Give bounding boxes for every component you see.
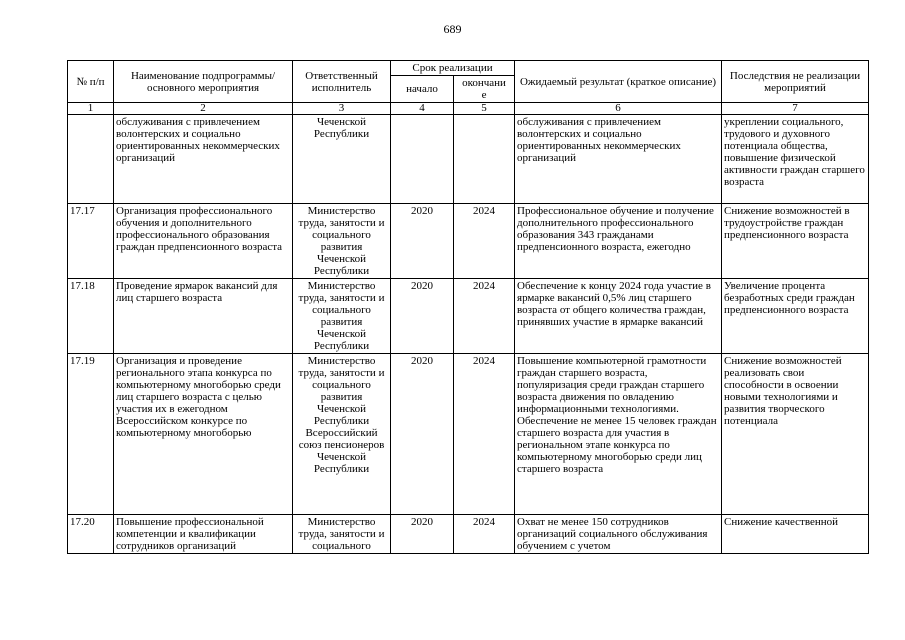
row-result: Профессиональное обучение и получение дополнительного профессионального образования 343 гражданами предпенсионного возраста, ежегодно	[515, 204, 722, 279]
row-end	[454, 115, 515, 204]
column-number: 6	[515, 103, 722, 115]
row-result: Обеспечение к концу 2024 года участие в ярмарке вакансий 0,5% лиц старшего возраста от общего количества граждан, принявших участие в ярмарке вакансий	[515, 279, 722, 354]
page-number: 689	[443, 22, 462, 36]
column-number: 4	[391, 103, 454, 115]
header-result: Ожидаемый результат (краткое описание)	[515, 61, 722, 103]
column-number: 2	[114, 103, 293, 115]
table-row	[68, 279, 869, 354]
header-consequences: Последствия не реализации мероприятий	[722, 61, 869, 103]
row-result: Охват не менее 150 сотрудников организаций социального обслуживания обучением с учетом	[515, 515, 722, 554]
row-consequences: укреплении социального, трудового и духовного потенциала общества, повышение физической активности граждан старшего возраста	[722, 115, 869, 204]
row-start: 2020	[391, 354, 454, 515]
header-end-line2: е	[481, 89, 487, 101]
row-executor: Министерство труда, занятости и социального	[293, 515, 391, 554]
row-result: обслуживания с привлечением волонтерских и социально ориентированных некоммерческих организаций	[515, 115, 722, 204]
row-consequences: Снижение возможностей реализовать свои способности в освоении новыми технологиями и развития творческого потенциала	[722, 354, 869, 515]
row-consequences: Снижение возможностей в трудоустройстве граждан предпенсионного возраста	[722, 204, 869, 279]
row-start	[391, 115, 454, 204]
row-num: 17.19	[68, 354, 114, 515]
table-row	[68, 515, 869, 554]
row-num: 17.17	[68, 204, 114, 279]
row-end: 2024	[454, 515, 515, 554]
row-start: 2020	[391, 279, 454, 354]
row-name: Проведение ярмарок вакансий для лиц старшего возраста	[114, 279, 293, 354]
row-num: 17.18	[68, 279, 114, 354]
column-number: 1	[68, 103, 114, 115]
row-consequences: Снижение качественной	[722, 515, 869, 554]
row-name: обслуживания с привлечением волонтерских и социально ориентированных некоммерческих организаций	[114, 115, 293, 204]
header-name: Наименование подпрограммы/ основного мероприятия	[114, 61, 293, 103]
row-end: 2024	[454, 279, 515, 354]
row-consequences: Увеличение процента безработных среди граждан предпенсионного возраста	[722, 279, 869, 354]
row-executor: Министерство труда, занятости и социального развития Чеченской Республики Всероссийский союз пенсионеров Чеченской Республики	[293, 354, 391, 515]
table-row	[68, 354, 869, 515]
header-end	[454, 76, 515, 103]
header-row-top	[68, 61, 869, 76]
row-end: 2024	[454, 354, 515, 515]
table-row	[68, 115, 869, 204]
header-period: Срок реализации	[391, 61, 515, 76]
column-number: 7	[722, 103, 869, 115]
header-start: начало	[391, 76, 454, 103]
row-executor: Чеченской Республики	[293, 115, 391, 204]
row-name: Организация профессионального обучения и дополнительного профессионального образования граждан предпенсионного возраста	[114, 204, 293, 279]
row-start: 2020	[391, 204, 454, 279]
header-end-line1: окончани	[462, 77, 506, 89]
row-end: 2024	[454, 204, 515, 279]
row-result: Повышение компьютерной грамотности граждан старшего возраста, популяризация среди граждан старшего возраста движения по овладению информационными технологиями. Обеспечение не менее 15 человек граждан старшего возраста для участия в региональном этапе конкурса по компьютерному многоборью среди лиц старшего возраста	[515, 354, 722, 515]
row-num: 17.20	[68, 515, 114, 554]
column-number-row	[68, 103, 869, 115]
header-num: № п/п	[68, 61, 114, 103]
table-row	[68, 204, 869, 279]
row-executor: Министерство труда, занятости и социального развития Чеченской Республики	[293, 204, 391, 279]
row-num	[68, 115, 114, 204]
header-executor: Ответственный исполнитель	[293, 61, 391, 103]
row-executor: Министерство труда, занятости и социального развития Чеченской Республики	[293, 279, 391, 354]
row-name: Повышение профессиональной компетенции и квалификации сотрудников организаций	[114, 515, 293, 554]
program-measures-table	[67, 60, 869, 554]
column-number: 3	[293, 103, 391, 115]
row-start: 2020	[391, 515, 454, 554]
column-number: 5	[454, 103, 515, 115]
row-name: Организация и проведение регионального этапа конкурса по компьютерному многоборью среди лиц старшего возраста с целью участия их в ежегодном Всероссийском конкурсе по компьютерному многоборью	[114, 354, 293, 515]
